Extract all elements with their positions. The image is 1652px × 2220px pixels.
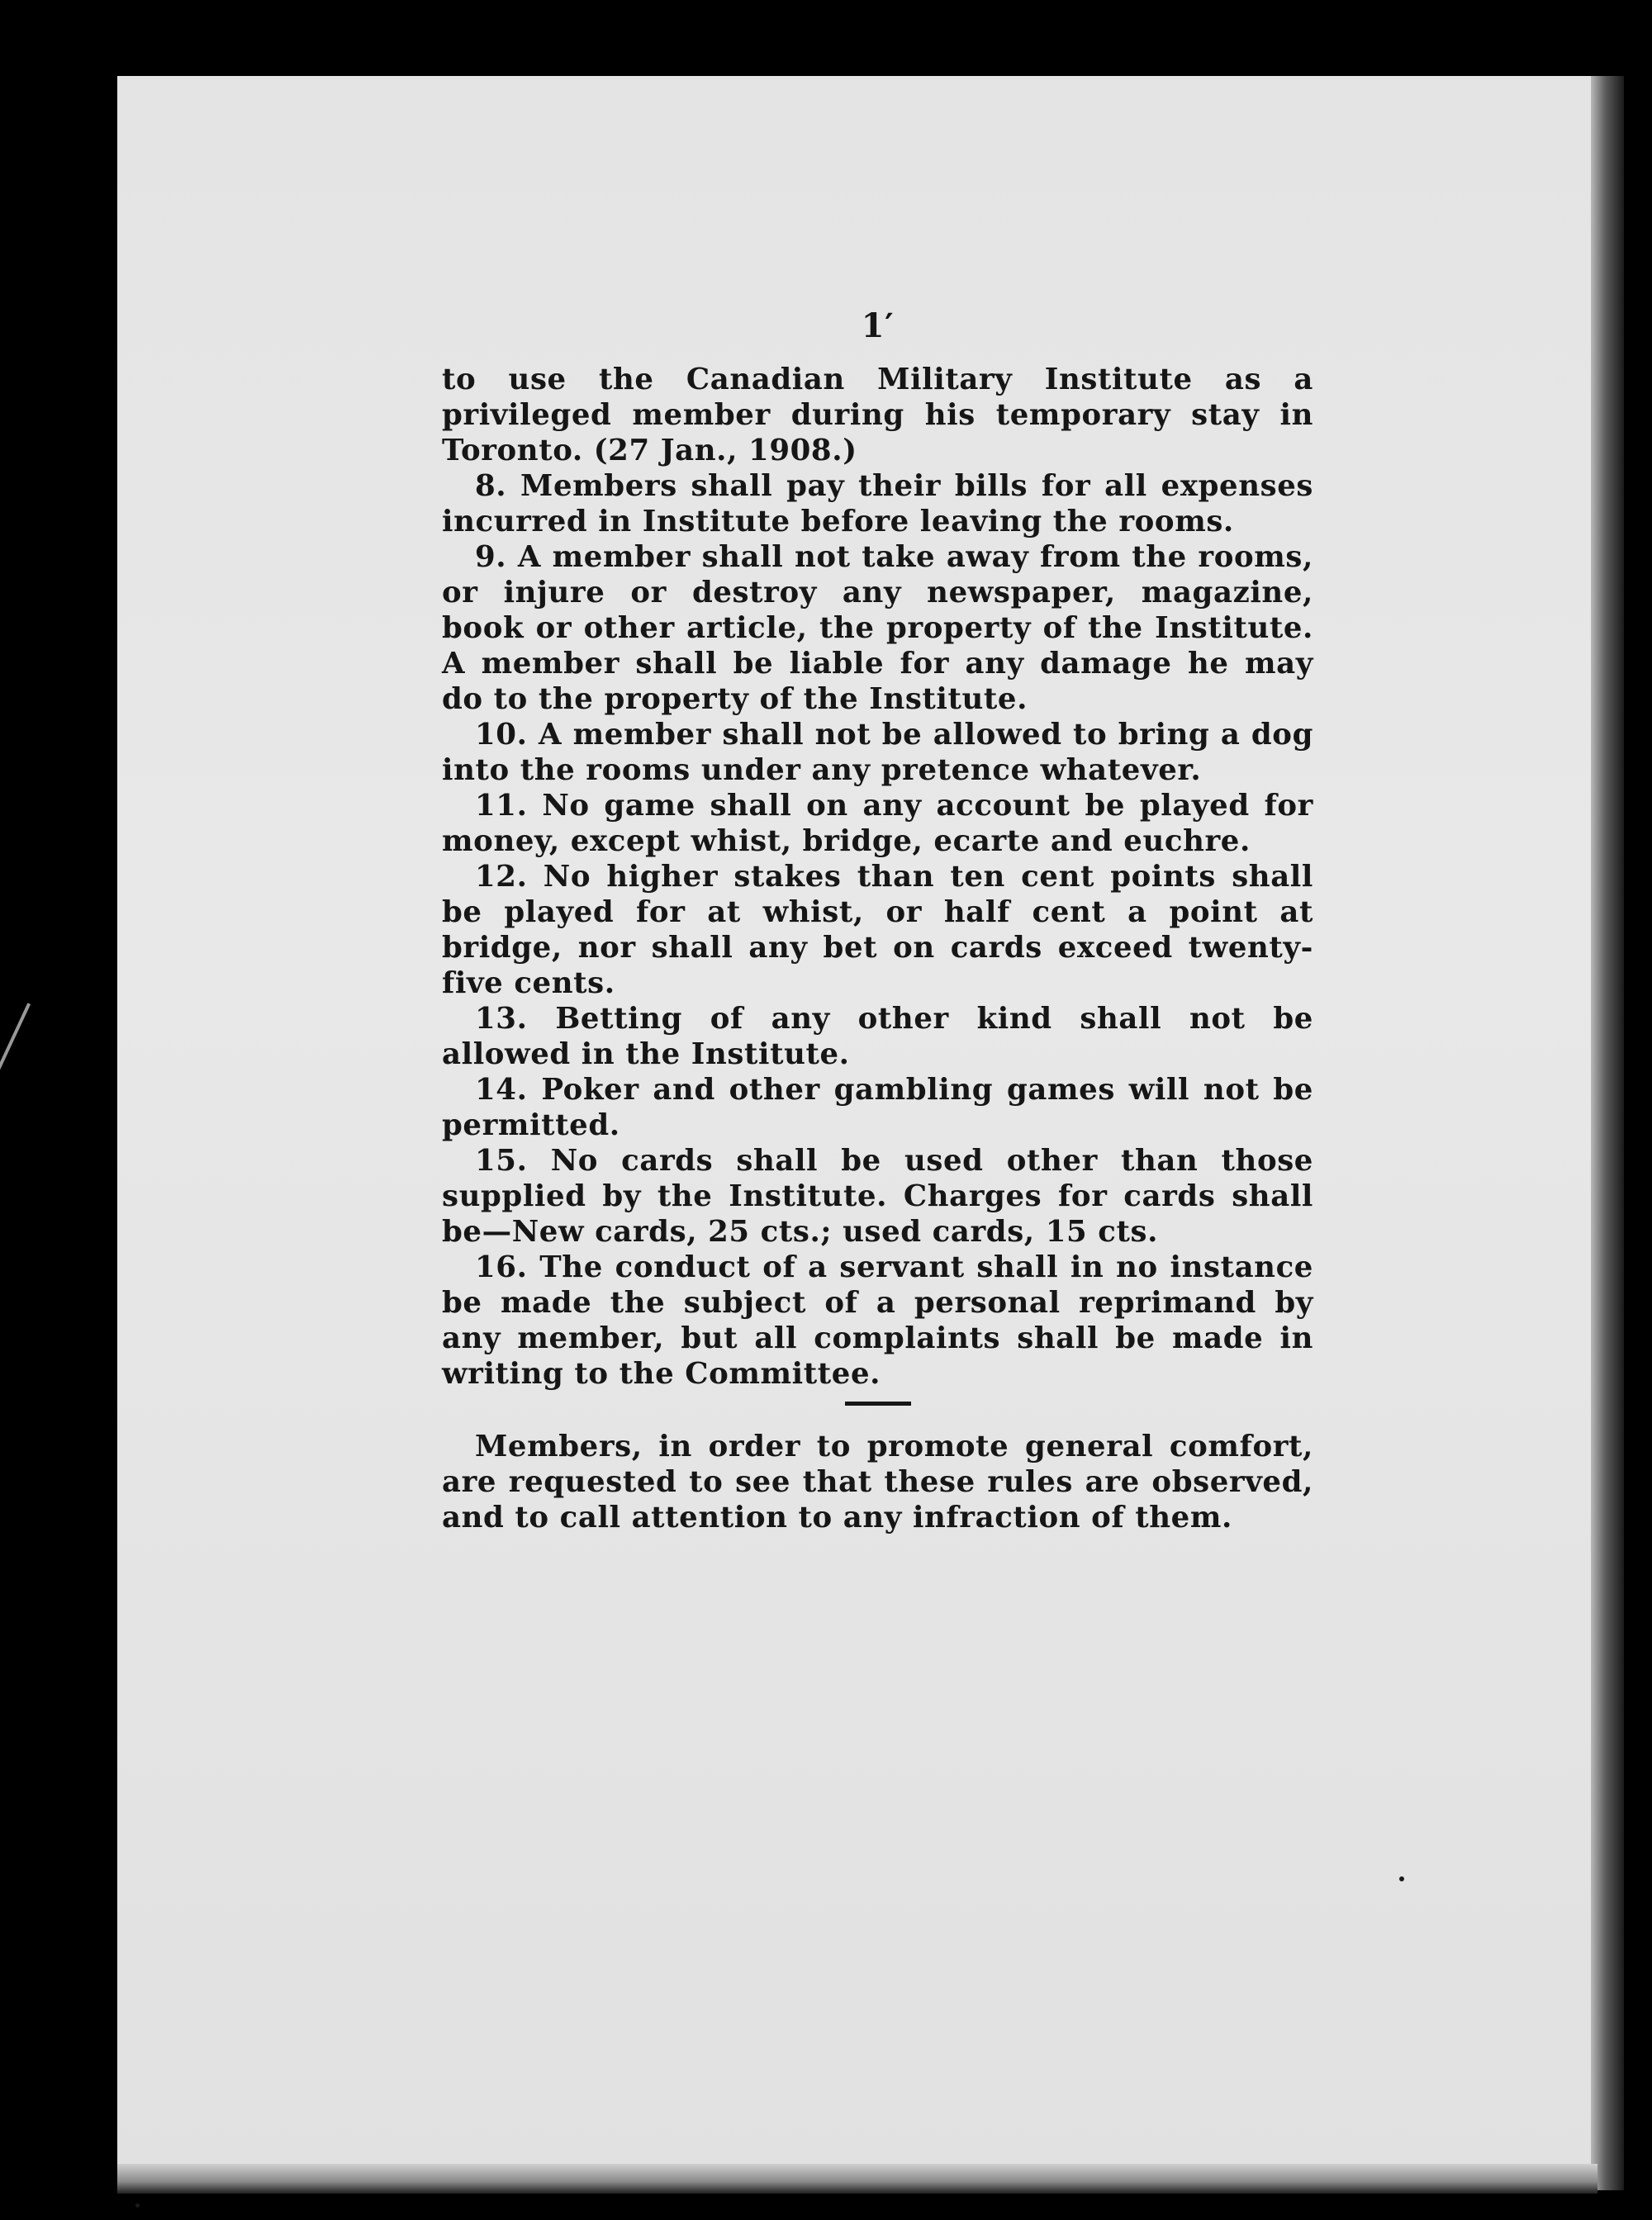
rule-text: No game shall on any account be played for money, except whist, bridge, ecarte and euchre.: [442, 789, 1313, 858]
rule-text: Members shall pay their bills for all expenses incurred in Institute before leaving the rooms.: [442, 469, 1313, 538]
rule-number: 12.: [475, 860, 528, 894]
text-block: [442, 306, 1313, 1535]
rule-number: 16.: [475, 1250, 528, 1284]
rule-number: 11.: [475, 789, 528, 823]
margin-mark: [0, 1003, 31, 1086]
rule-number: 13.: [475, 1002, 528, 1036]
rule-item: [442, 539, 1313, 717]
rule-text: A member shall not be allowed to bring a dog into the rooms under any pretence whatever.: [442, 718, 1313, 787]
rule-number: 9.: [475, 540, 507, 574]
rule-number: 14.: [475, 1073, 528, 1107]
section-divider: [845, 1402, 911, 1406]
rule-number: 8.: [475, 469, 507, 503]
rules-list: [442, 468, 1313, 1392]
rule-number: 15.: [475, 1144, 528, 1178]
rule-item: [442, 1250, 1313, 1392]
rule-item: [442, 468, 1313, 539]
rule-item: [442, 1072, 1313, 1143]
rule-item: [442, 717, 1313, 788]
rule-item: [442, 788, 1313, 859]
rule-text: Poker and other gambling games will not be permitted.: [442, 1073, 1313, 1142]
rule-text: No cards shall be used other than those supplied by the Institute. Charges for cards shall be—New cards, 25 cts.; used cards, 15 cts.: [442, 1144, 1313, 1249]
rule-item: [442, 859, 1313, 1001]
rule-number: 10.: [475, 718, 528, 752]
continuation-paragraph: to use the Canadian Military Institute as a privileged member during his temporary stay in Toronto. (27 Jan., 1908.): [442, 363, 1313, 467]
page-right-edge: [1591, 76, 1624, 2190]
rule-item: [442, 1001, 1313, 1072]
page-number: 1′: [861, 306, 895, 345]
rule-text: The conduct of a servant shall in no instance be made the subject of a personal reprimand by any member, but all complaints shall be made in writing to the Committee.: [442, 1250, 1313, 1391]
page-bottom-edge: [117, 2164, 1597, 2194]
speck: [1399, 1876, 1404, 1881]
closing-paragraph: Members, in order to promote general comfort, are requested to see that these rules are observed, and to call attention to any infraction of them.: [442, 1430, 1313, 1535]
rule-text: No higher stakes than ten cent points shall be played for at whist, or half cent a point at bridge, nor shall any bet on cards exceed twenty-five cents.: [442, 860, 1313, 1000]
rule-text: A member shall not take away from the rooms, or injure or destroy any newspaper, magazine, book or other article, the property of the Institute. A member shall be liable for any damage he may do to the property of the Institute.: [442, 540, 1313, 716]
rule-text: Betting of any other kind shall not be allowed in the Institute.: [442, 1002, 1313, 1071]
speck: [135, 2203, 140, 2208]
rule-item: [442, 1143, 1313, 1250]
